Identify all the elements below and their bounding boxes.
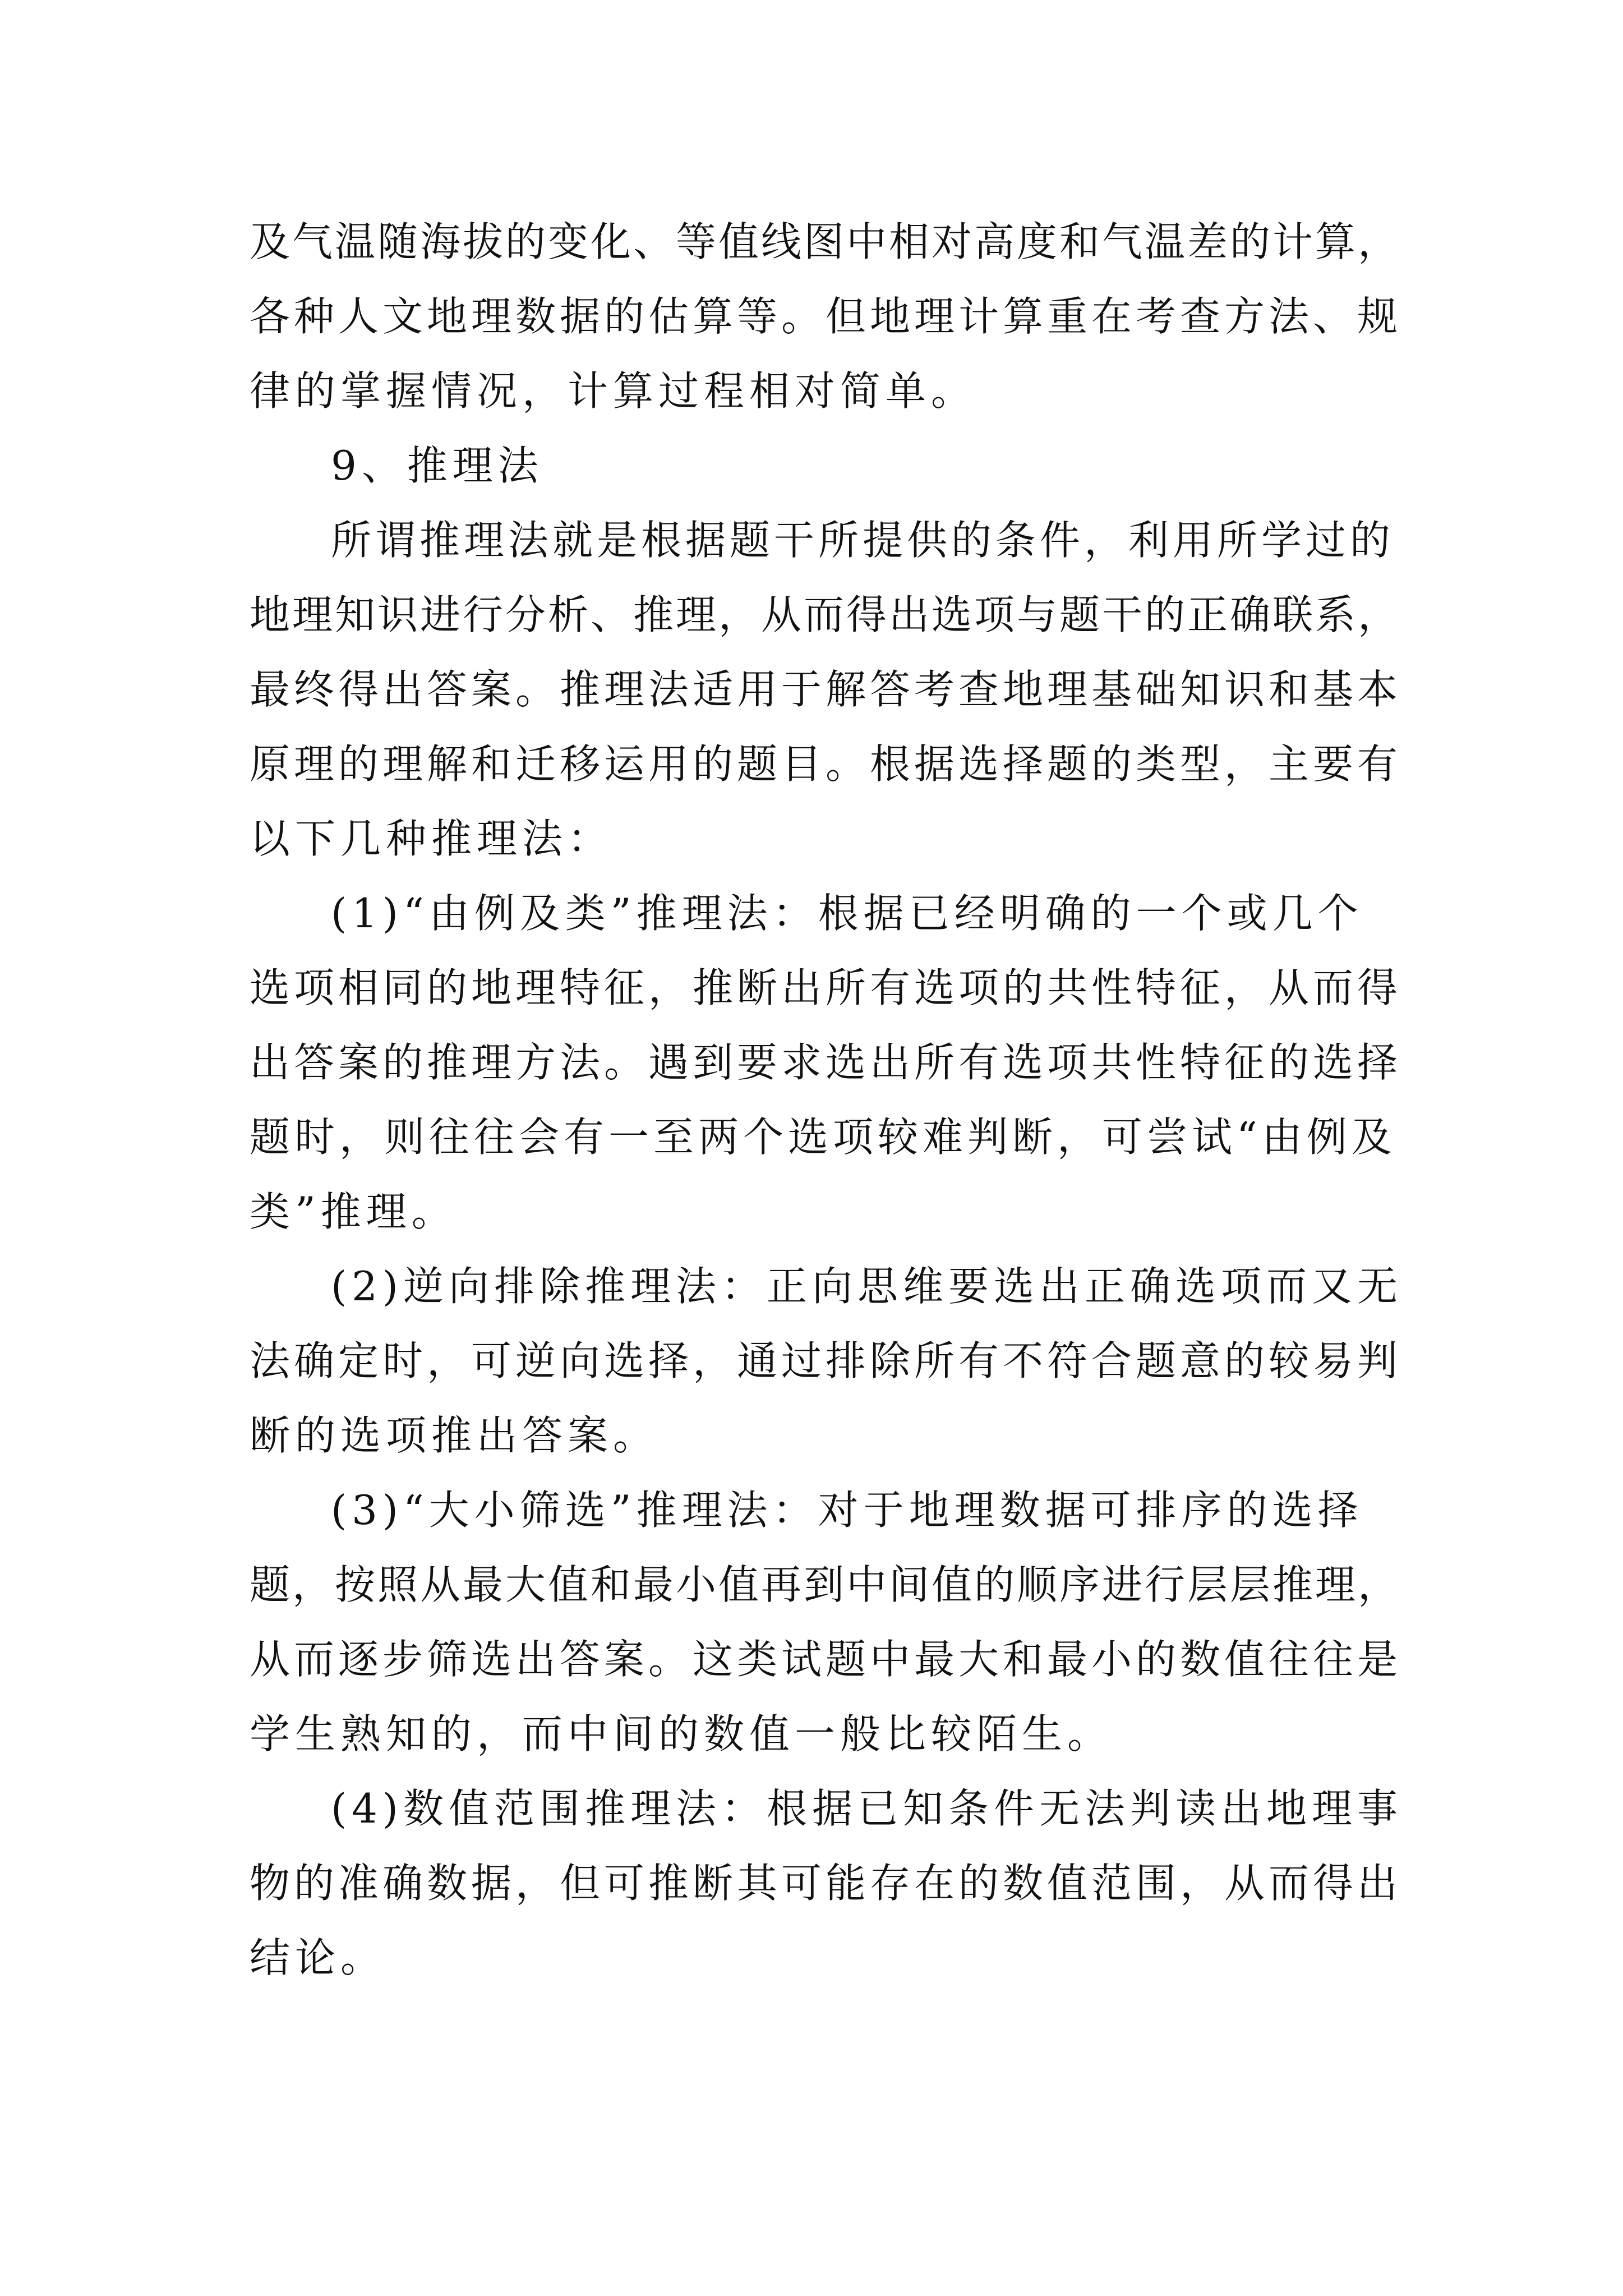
text-line: (3)“大小筛选”推理法：对于地理数据可排序的选择	[331, 1487, 1363, 1534]
text-line: 律的掌握情况，计算过程相对简单。	[250, 367, 977, 415]
text-line: 学生熟知的，而中间的数值一般比较陌生。	[250, 1710, 1113, 1757]
text-line: 所谓推理法就是根据题干所提供的条件，利用所学过的	[331, 517, 1395, 564]
text-line: 最终得出答案。推理法适用于解答考查地理基础知识和基本	[250, 666, 1402, 713]
text-line: (1)“由例及类”推理法：根据已经明确的一个或几个	[331, 890, 1363, 937]
text-line: 选项相同的地理特征，推断出所有选项的共性特征，从而得	[250, 964, 1402, 1011]
text-line: 地理知识进行分析、推理，从而得出选项与题干的正确联系，	[250, 591, 1401, 638]
text-line: 题，按照从最大值和最小值再到中间值的顺序进行层层推理，	[250, 1561, 1401, 1608]
text-line: 断的选项推出答案。	[250, 1412, 659, 1459]
text-line: 题时，则往往会有一至两个选项较难判断，可尝试“由例及	[250, 1114, 1396, 1161]
text-line: 及气温随海拔的变化、等值线图中相对高度和气温差的计算，	[250, 218, 1401, 265]
text-line: 从而逐步筛选出答案。这类试题中最大和最小的数值往往是	[250, 1636, 1402, 1683]
text-line: (2)逆向排除推理法：正向思维要选出正确选项而又无	[331, 1263, 1403, 1310]
text-line: 类”推理。	[250, 1188, 457, 1235]
body-text	[250, 205, 1403, 1995]
text-line: 法确定时，可逆向选择，通过排除所有不符合题意的较易判	[250, 1337, 1402, 1384]
text-line: 以下几种推理法：	[250, 815, 614, 862]
text-line: 原理的理解和迁移运用的题目。根据选择题的类型，主要有	[250, 740, 1402, 788]
text-line: 9、推理法	[331, 442, 543, 489]
text-line: (4)数值范围推理法：根据已知条件无法判读出地理事	[331, 1785, 1403, 1832]
text-line: 各种人文地理数据的估算等。但地理计算重在考查方法、规	[250, 293, 1402, 340]
text-line: 出答案的推理方法。遇到要求选出所有选项共性特征的选择	[250, 1039, 1402, 1086]
text-line: 结论。	[250, 1934, 386, 1981]
text-line: 物的准确数据，但可推断其可能存在的数值范围，从而得出	[250, 1860, 1402, 1907]
